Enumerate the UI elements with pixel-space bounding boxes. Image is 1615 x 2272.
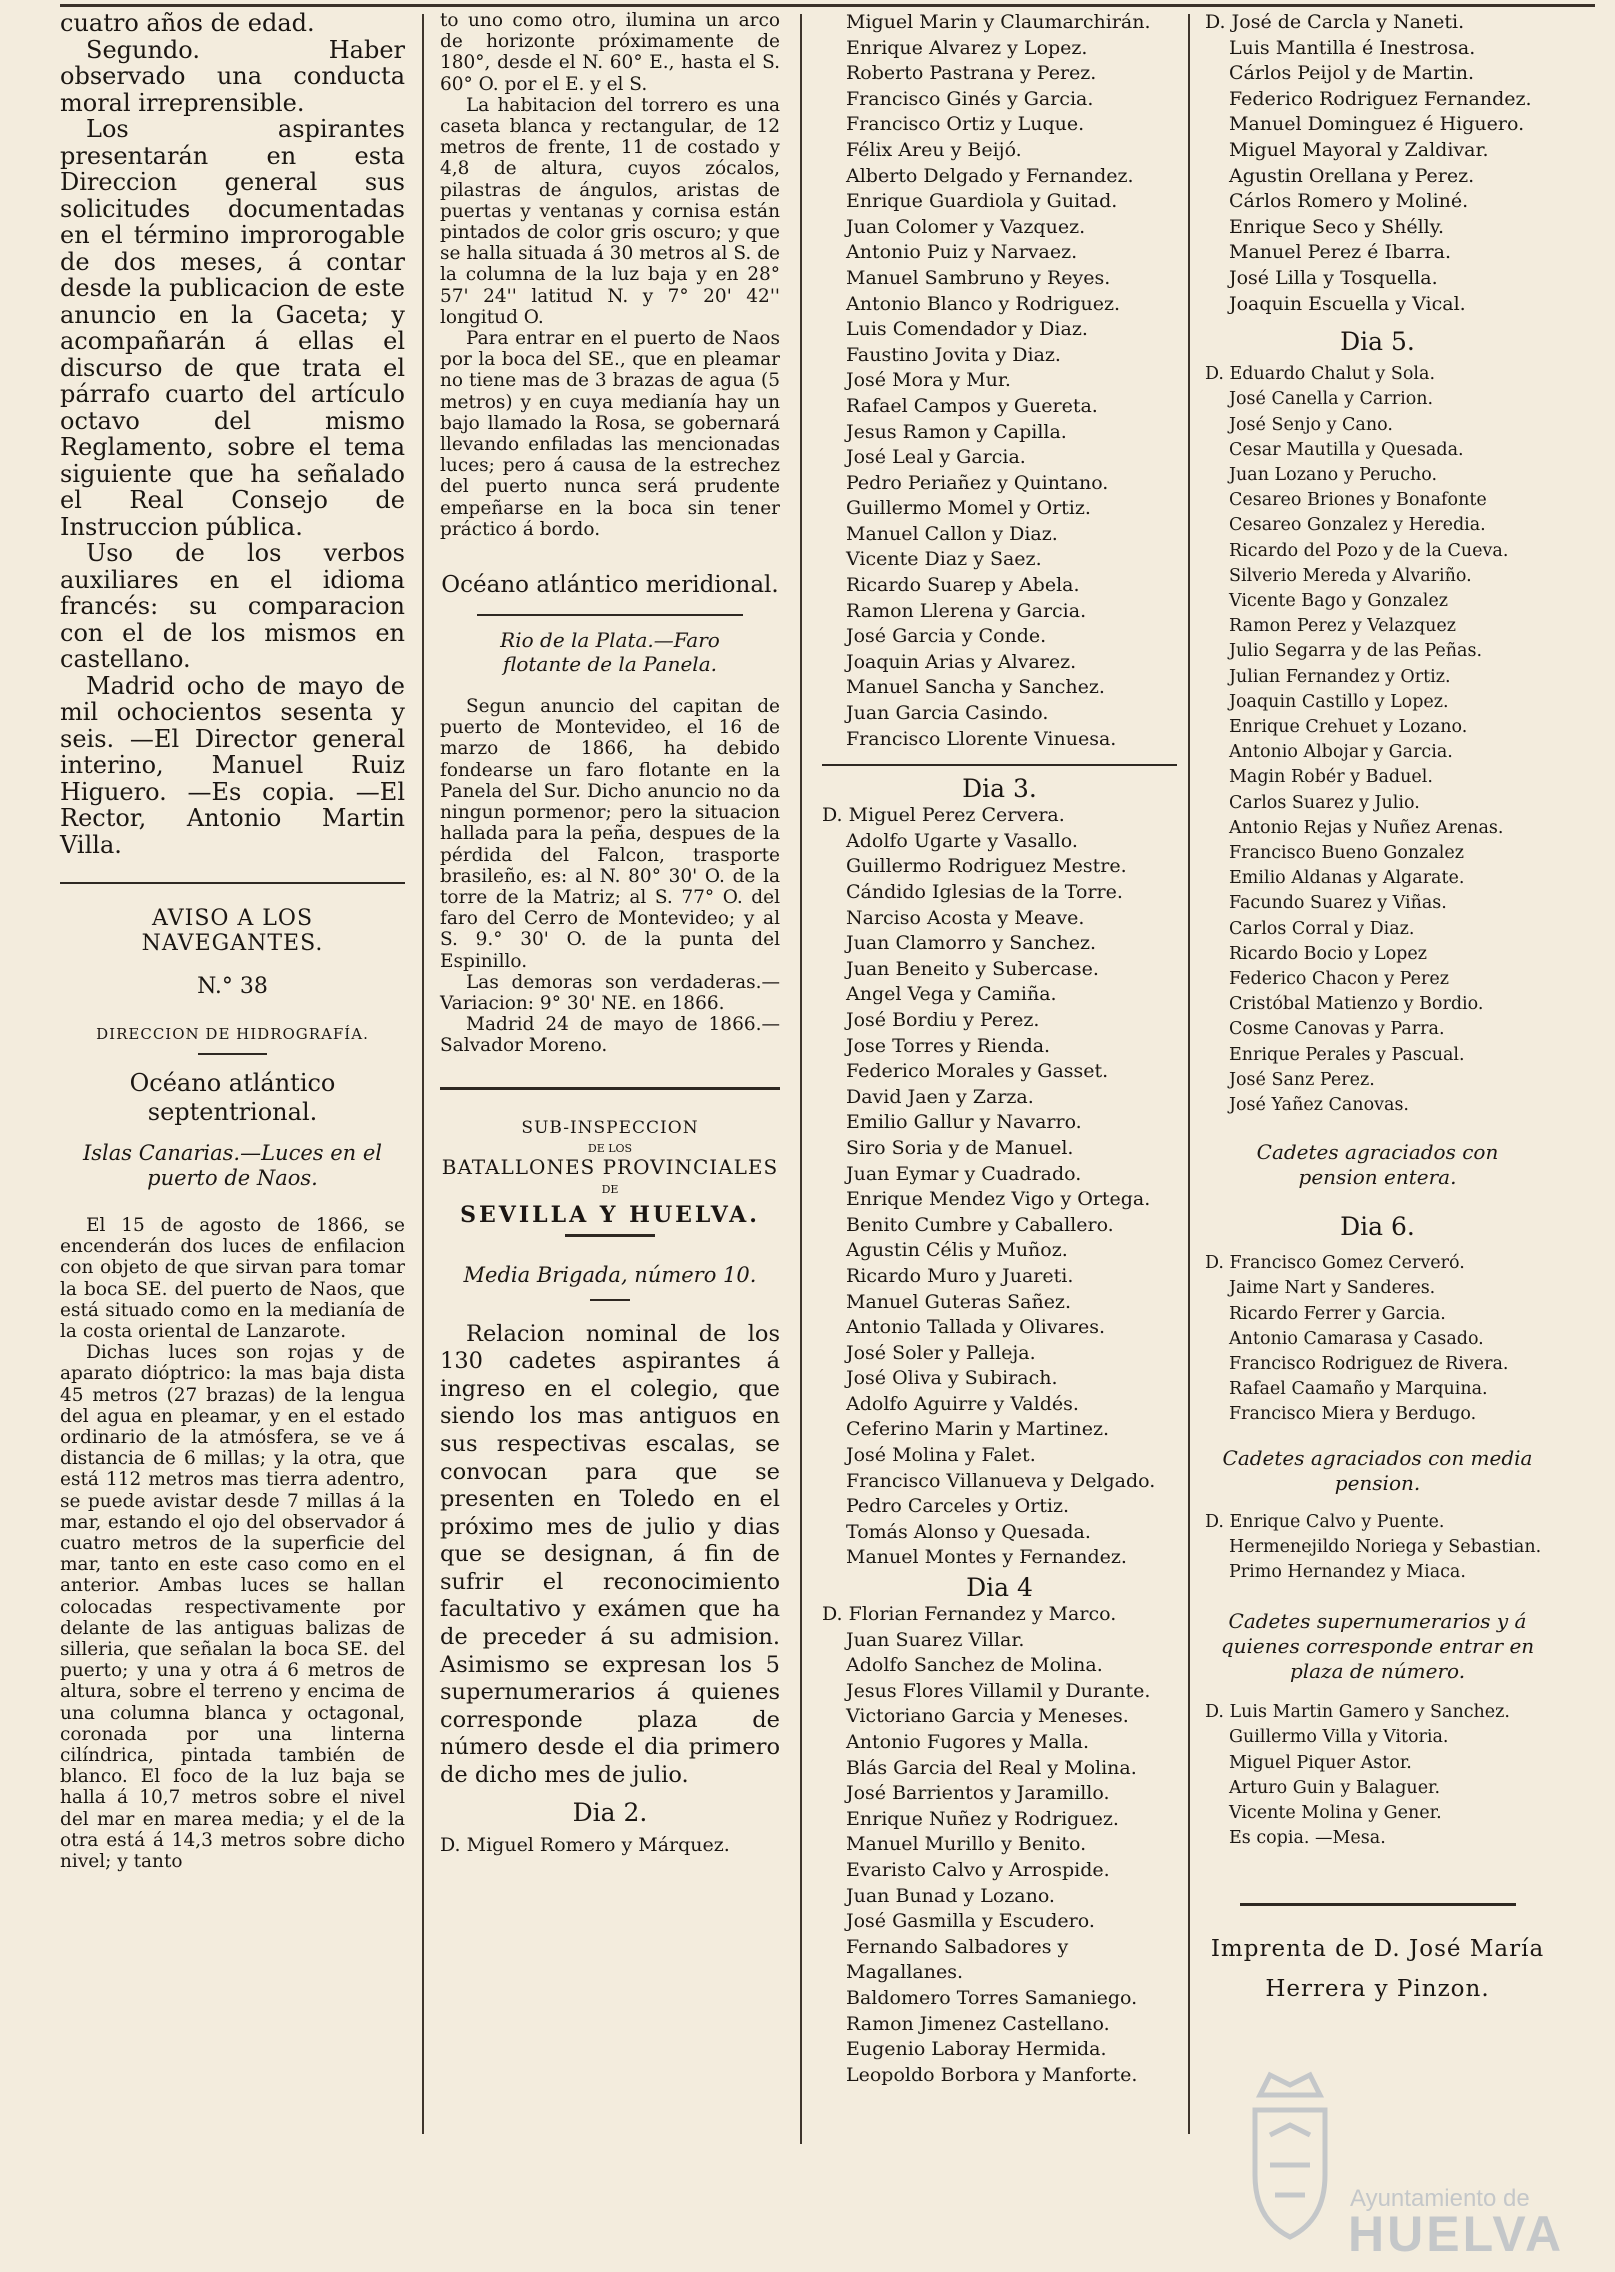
list-item: Victoriano Garcia y Meneses. (846, 1705, 1129, 1728)
list-item: Es copia. —Mesa. (1229, 1828, 1386, 1849)
list-item: D. Miguel Perez Cervera. (822, 804, 1065, 827)
header-line: DE (601, 1182, 619, 1196)
list-item: Juan Suarez Villar. (846, 1628, 1025, 1651)
list-item: Joaquin Escuella y Vical. (1229, 292, 1466, 315)
list-item: Antonio Fugores y Malla. (846, 1731, 1090, 1753)
list-item: Federico Chacon y Perez (1229, 969, 1449, 989)
list-item: Arturo Guin y Balaguer. (1229, 1777, 1441, 1798)
list-item: Cándido Iglesias de la Torre. (846, 881, 1123, 903)
list-item: Ramon Jimenez Castellano. (846, 2012, 1110, 2035)
header-line: BATALLONES PROVINCIALES (441, 1154, 779, 1179)
list-item: Pedro Carceles y Ortiz. (846, 1495, 1070, 1518)
list-item: Guillermo Momel y Ortiz. (846, 497, 1091, 520)
separator (60, 882, 405, 884)
list-item: David Jaen y Zarza. (846, 1085, 1034, 1108)
list-item: Hermenejildo Noriega y Sebastian. (1229, 1536, 1542, 1557)
list-item: Jesus Flores Villamil y Durante. (846, 1679, 1151, 1702)
name-list-day6 (1205, 1251, 1550, 1427)
column-4 (1205, 10, 1550, 2002)
list-item: Guillermo Villa y Vitoria. (1229, 1727, 1449, 1748)
section-caption: Cadetes agraciados con media pension. (1222, 1445, 1533, 1495)
list-item: D. Eduardo Chalut y Sola. (1205, 364, 1436, 385)
list-item: Juan Lozano y Perucho. (1229, 464, 1438, 485)
notice-number: N.° 38 (197, 974, 268, 999)
list-item: Antonio Blanco y Rodriguez. (846, 292, 1121, 315)
list-item: Francisco Miera y Berdugo. (1229, 1404, 1477, 1425)
separator (477, 614, 742, 616)
list-item: José Mora y Mur. (846, 369, 1011, 392)
paragraph: to uno como otro, ilumina un arco de horizonte próximamente de 180°, desde el N. 60° E., hasta el S. 60° O. por el E. y el S. (440, 10, 780, 95)
list-item: Baldomero Torres Samaniego. (846, 1986, 1138, 2009)
separator (440, 1087, 780, 1090)
list-item: Enrique Seco y Shélly. (1229, 215, 1445, 238)
subsection-title: Islas Canarias.—Luces en el puerto de Naos. (82, 1141, 382, 1190)
list-item: Jose Torres y Rienda. (846, 1034, 1051, 1057)
list-item: José Bordiu y Perez. (846, 1008, 1040, 1031)
list-item: Jesus Ramon y Capilla. (846, 420, 1067, 443)
list-item: Siro Soria y de Manuel. (846, 1136, 1074, 1159)
brigade-title: Media Brigada, número 10. (463, 1262, 757, 1287)
paragraph: Madrid ocho de mayo de mil ochocientos sesenta y seis. —El Director general interino, Manuel Ruiz Higuero. —Es copia. —El Rector, Antonio Martin Villa. (60, 671, 405, 859)
list-item: Juan Bunad y Lozano. (846, 1884, 1055, 1907)
list-item: Rafael Caamaño y Marquina. (1229, 1379, 1488, 1400)
name-entry: D. Miguel Romero y Márquez. (440, 1833, 730, 1856)
list-item: Francisco Llorente Vinuesa. (846, 727, 1117, 750)
section-title: AVISO A LOS NAVEGANTES. (141, 906, 324, 956)
list-item: Evaristo Calvo y Arrospide. (846, 1858, 1110, 1881)
paragraph: Los aspirantes presentarán en esta Direccion general sus solicitudes documentadas en el término improrogable de dos meses, á contar desde la publicacion de este anuncio en la Gaceta; y acompañarán á ellas el discurso de que trata el párrafo cuarto del artículo octavo del mismo Reglamento, sobre el tema siguiente que ha señalado el Real Consejo de Instruccion pública. (60, 115, 405, 541)
paragraph: Segundo. Haber observado una conducta moral irreprensible. (60, 35, 405, 117)
name-list-day2 (822, 10, 1177, 752)
list-item: Silverio Mereda y Alvariño. (1229, 565, 1472, 586)
name-list-day4-cont (1205, 10, 1550, 317)
list-item: Antonio Albojar y Garcia. (1229, 742, 1453, 763)
list-item: D. Luis Martin Gamero y Sanchez. (1205, 1702, 1510, 1723)
list-item: José Soler y Palleja. (846, 1341, 1036, 1364)
paragraph: Madrid 24 de mayo de 1866.—Salvador Moreno. (440, 1014, 780, 1057)
list-item: Fernando Salbadores y Magallanes. (846, 1935, 1069, 1984)
day-heading: Dia 4 (966, 1573, 1033, 1603)
list-item: Agustin Célis y Muñoz. (846, 1239, 1068, 1262)
name-list-super (1205, 1700, 1550, 1851)
list-item: Magin Robér y Baduel. (1229, 767, 1433, 788)
list-item: Cesar Mautilla y Quesada. (1229, 439, 1464, 460)
list-item: Ricardo Muro y Juareti. (846, 1264, 1074, 1287)
list-item: Leopoldo Borbora y Manforte. (846, 2063, 1138, 2086)
list-item: Juan Eymar y Cuadrado. (846, 1162, 1082, 1185)
header-line: DE LOS (587, 1141, 633, 1155)
list-item: Ricardo Ferrer y Garcia. (1229, 1303, 1446, 1324)
list-item: Federico Morales y Gasset. (846, 1060, 1109, 1083)
list-item: Carlos Suarez y Julio. (1229, 792, 1420, 813)
list-item: Miguel Marin y Claumarchirán. (846, 11, 1151, 33)
list-item: Cesareo Gonzalez y Heredia. (1229, 515, 1486, 536)
list-item: Emilio Gallur y Navarro. (846, 1111, 1082, 1134)
separator (822, 764, 1177, 766)
list-item: Antonio Rejas y Nuñez Arenas. (1229, 817, 1504, 838)
list-item: Alberto Delgado y Fernandez. (846, 164, 1134, 187)
list-item: Ceferino Marin y Martinez. (846, 1418, 1110, 1441)
coat-of-arms-icon (1240, 2055, 1340, 2245)
column-rule (1188, 14, 1190, 2134)
paragraph: Para entrar en el puerto de Naos por la boca del SE., que en pleamar no tiene mas de 3 brazas de agua (5 metros) y en cuya medianía hay un bajo llamado la Rosa, se gobernará llevando enfiladas las mencionadas luces; pero á causa de la estrechez del puerto nunca será prudente empeñarse en la boca sin tener práctico á bordo. (440, 328, 780, 540)
list-item: Emilio Aldanas y Algarate. (1229, 868, 1465, 889)
list-item: Cosme Canovas y Parra. (1229, 1019, 1445, 1040)
list-item: José Yañez Canovas. (1229, 1095, 1409, 1116)
list-item: Enrique Guardiola y Guitad. (846, 190, 1118, 213)
list-item: Manuel Dominguez é Higuero. (1229, 113, 1525, 136)
list-item: José Senjo y Cano. (1229, 414, 1393, 435)
list-item: Vicente Bago y Gonzalez (1229, 590, 1448, 611)
list-item: Cárlos Peijol y de Martin. (1229, 62, 1475, 85)
day-heading: Dia 2. (572, 1797, 648, 1827)
list-item: Joaquin Arias y Alvarez. (846, 650, 1077, 673)
section-caption: Cadetes supernumerarios y á quienes corresponde entrar en plaza de número. (1220, 1609, 1535, 1684)
paragraph: Segun anuncio del capitan de puerto de Montevideo, el 16 de marzo de 1866, ha debido fondearse un faro flotante en la Panela del Sur. Dicho anuncio no da ningun pormenor; pero la situacion hallada para la peña, despues de la pérdida del Falcon, trasporte brasileño, es: al N. 80° 30' O. de la torre de la Matriz; al S. 77° O. del faro del Cerro de Montevideo; y al S. 9.° 30' O. de la punta del Espinillo. (440, 696, 780, 972)
paragraph: Relacion nominal de los 130 cadetes aspirantes á ingreso en el colegio, que siendo los mas antiguos en sus respectivas escalas, se convocan para que se presenten en Toledo en el próximo mes de julio y dias que se designan, á fin de sufrir el reconocimiento facultativo y exámen que ha de preceder á su admision. Asimismo se expresan los 5 supernumerarios á quienes corresponde plaza de número desde el dia primero de dicho mes de julio. (440, 1320, 780, 1789)
list-item: Francisco Rodriguez de Rivera. (1229, 1354, 1509, 1375)
list-item: Eugenio Laboray Hermida. (846, 2038, 1107, 2061)
list-item: José Barrientos y Jaramillo. (846, 1782, 1110, 1805)
list-item: Cesareo Briones y Bonafonte (1229, 490, 1487, 511)
list-item: Ricardo del Pozo y de la Cueva. (1229, 540, 1509, 561)
list-item: Enrique Mendez Vigo y Ortega. (846, 1188, 1151, 1211)
paragraph: Uso de los verbos auxiliares en el idioma francés: su comparacion con el de los mismos en castellano. (60, 539, 405, 673)
list-item: Francisco Ortiz y Luque. (846, 113, 1085, 136)
list-item: Manuel Sambruno y Reyes. (846, 266, 1111, 289)
list-item: Juan Beneito y Subercase. (846, 957, 1099, 980)
separator (198, 1053, 267, 1055)
list-item: Manuel Murillo y Benito. (846, 1833, 1087, 1856)
name-list-media (1205, 1510, 1550, 1586)
day-heading: Dia 5. (1340, 327, 1415, 357)
header-title: SEVILLA Y HUELVA. (460, 1201, 760, 1228)
list-item: Manuel Guteras Sañez. (846, 1290, 1071, 1313)
list-item: Luis Comendador y Diaz. (846, 318, 1088, 341)
list-item: Enrique Perales y Pascual. (1229, 1044, 1465, 1065)
list-item: D. José de Carcla y Naneti. (1205, 11, 1465, 33)
printer-line: Herrera y Pinzon. (1265, 1976, 1490, 2003)
list-item: Adolfo Sanchez de Molina. (846, 1654, 1103, 1677)
list-item: Manuel Montes y Fernandez. (846, 1546, 1127, 1569)
list-item: Ricardo Bocio y Lopez (1229, 943, 1427, 964)
list-item: Faustino Jovita y Diaz. (846, 343, 1061, 366)
subsection-title: Rio de la Plata.—Faro flotante de la Panela. (500, 628, 720, 677)
list-item: Blás Garcia del Real y Molina. (846, 1756, 1137, 1779)
list-item: Adolfo Ugarte y Vasallo. (846, 829, 1078, 852)
list-item: Joaquin Castillo y Lopez. (1229, 691, 1449, 712)
list-item: José Oliva y Subirach. (846, 1367, 1058, 1390)
list-item: Adolfo Aguirre y Valdés. (846, 1392, 1079, 1415)
paragraph: Dichas luces son rojas y de aparato dióptrico: la mas baja dista 45 metros (27 brazas) de la lengua del agua en pleamar, y en el estado ordinario de la atmósfera, se ve á distancia de 6 millas; y la otra, que está 112 metros mas tierra adentro, se puede avistar desde 7 millas á la mar, estando el ojo del observador á cuatro metros de la superficie del mar, tanto en este caso como en el anterior. Ambas luces se hallan colocadas respectivamente por delante de las antiguas balizas de silleria, que señalan la boca SE. del puerto; y una y otra á 6 metros de altura, sobre el terreno y encima de una columna blanca y octagonal, coronada por una linterna cilíndrica, pintada también de blanco. El foco de la luz baja se halla á 10,7 metros sobre el nivel del mar en marea media; y el de la otra está á 14,3 metros sobre dicho nivel; y tanto (60, 1342, 405, 1873)
list-item: Francisco Ginés y Garcia. (846, 87, 1094, 110)
list-item: Vicente Diaz y Saez. (846, 548, 1042, 571)
list-item: José Molina y Falet. (846, 1444, 1036, 1467)
day-heading: Dia 6. (1340, 1212, 1415, 1242)
list-item: Félix Areu y Beijó. (846, 138, 1022, 161)
text-line: cuatro años de edad. (60, 9, 315, 37)
list-item: Federico Rodriguez Fernandez. (1229, 87, 1532, 110)
list-item: Enrique Alvarez y Lopez. (846, 36, 1088, 59)
list-item: Ramon Perez y Velazquez (1229, 616, 1456, 637)
list-item: Angel Vega y Camiña. (846, 983, 1057, 1006)
watermark-line2: HUELVA (1348, 2206, 1565, 2262)
list-item: Julian Fernandez y Ortiz. (1229, 666, 1451, 687)
list-item: Tomás Alonso y Quesada. (846, 1520, 1091, 1543)
list-item: Enrique Crehuet y Lozano. (1229, 716, 1468, 737)
list-item: Juan Clamorro y Sanchez. (846, 932, 1097, 955)
top-border (60, 4, 1595, 7)
list-item: Roberto Pastrana y Perez. (846, 62, 1097, 85)
list-item: Enrique Nuñez y Rodriguez. (846, 1807, 1119, 1830)
separator (1240, 1903, 1516, 1906)
list-item: Luis Mantilla é Inestrosa. (1229, 36, 1476, 59)
list-item: Miguel Piquer Astor. (1229, 1752, 1412, 1773)
list-item: D. Enrique Calvo y Puente. (1205, 1511, 1445, 1532)
list-item: José Sanz Perez. (1229, 1069, 1375, 1090)
list-item: Ramon Llerena y Garcia. (846, 599, 1087, 622)
region-title: Océano atlántico septentrional. (129, 1069, 336, 1126)
list-item: Carlos Corral y Diaz. (1229, 918, 1415, 939)
header-line: SUB-INSPECCION (521, 1117, 699, 1138)
list-item: Guillermo Rodriguez Mestre. (846, 855, 1127, 878)
list-item: Miguel Mayoral y Zaldivar. (1229, 138, 1489, 161)
list-item: José Lilla y Tosquella. (1229, 266, 1438, 289)
list-item: Manuel Perez é Ibarra. (1229, 241, 1451, 264)
ornament (565, 1234, 655, 1237)
department: DIRECCION DE HIDROGRAFÍA. (96, 1025, 369, 1043)
list-item: Juan Colomer y Vazquez. (846, 215, 1086, 238)
list-item: Ricardo Suarep y Abela. (846, 574, 1080, 597)
list-item: Rafael Campos y Guereta. (846, 394, 1098, 417)
list-item: Primo Hernandez y Miaca. (1229, 1562, 1466, 1583)
name-list-day5 (1205, 362, 1550, 1118)
name-list-day3 (822, 803, 1177, 1571)
list-item: Manuel Sancha y Sanchez. (846, 676, 1105, 699)
day-heading: Dia 3. (962, 774, 1037, 804)
watermark-line1: Ayuntamiento de (1350, 2185, 1530, 2212)
column-rule (800, 14, 802, 2144)
watermark (1240, 2055, 1565, 2262)
list-item: Antonio Puiz y Narvaez. (846, 241, 1078, 264)
list-item: Manuel Callon y Diaz. (846, 522, 1058, 545)
list-item: Cárlos Romero y Moliné. (1229, 190, 1469, 213)
list-item: Benito Cumbre y Caballero. (846, 1213, 1114, 1236)
column-rule (422, 14, 424, 2134)
list-item: Narciso Acosta y Meave. (846, 906, 1085, 929)
printer-line: Imprenta de D. José María (1210, 1936, 1545, 1963)
column-3 (822, 10, 1177, 2088)
list-item: Pedro Periañez y Quintano. (846, 471, 1109, 494)
list-item: Agustin Orellana y Perez. (1229, 164, 1475, 187)
list-item: D. Florian Fernandez y Marco. (822, 1603, 1117, 1626)
list-item: Antonio Tallada y Olivares. (846, 1316, 1106, 1339)
name-list-day4 (822, 1602, 1177, 2088)
column-1 (60, 10, 405, 1872)
section-caption: Cadetes agraciados con pension entera. (1256, 1140, 1499, 1190)
list-item: Facundo Suarez y Viñas. (1229, 893, 1447, 914)
list-item: José Leal y Garcia. (846, 446, 1026, 469)
list-item: José Garcia y Conde. (846, 625, 1047, 648)
separator (590, 1299, 631, 1301)
list-item: José Canella y Carrion. (1229, 389, 1434, 410)
list-item: Antonio Camarasa y Casado. (1229, 1328, 1484, 1349)
region-title: Océano atlántico meridional. (441, 572, 779, 599)
list-item: Vicente Molina y Gener. (1229, 1803, 1442, 1824)
list-item: Francisco Villanueva y Delgado. (846, 1469, 1156, 1492)
paragraph: Las demoras son verdaderas.—Variacion: 9° 30' NE. en 1866. (440, 971, 780, 1014)
list-item: Juan Garcia Casindo. (846, 702, 1049, 725)
list-item: Francisco Bueno Gonzalez (1229, 842, 1464, 863)
list-item: Jaime Nart y Sanderes. (1229, 1278, 1436, 1299)
list-item: D. Francisco Gomez Cerveró. (1205, 1253, 1465, 1274)
list-item: José Gasmilla y Escudero. (846, 1910, 1095, 1933)
list-item: Cristóbal Matienzo y Bordio. (1229, 994, 1484, 1015)
column-2 (440, 10, 780, 1858)
list-item: Julio Segarra y de las Peñas. (1229, 641, 1483, 662)
paragraph: La habitacion del torrero es una caseta blanca y rectangular, de 12 metros de frente, 11 de costado y 4,8 de altura, cuyos zócalos, pilastras de ángulos, aristas de puertas y ventanas y cornisa están pintados de color gris oscuro; y que se halla situada á 30 metros al S. de la columna de la luz baja y en 28° 57' 24'' latitud N. y 7° 20' 42'' longitud O. (440, 94, 780, 328)
paragraph: El 15 de agosto de 1866, se encenderán dos luces de enfilacion con objeto de que sirvan para tomar la boca SE. del puerto de Naos, que está situado como en la medianía de la costa oriental de Lanzarote. (60, 1215, 405, 1343)
